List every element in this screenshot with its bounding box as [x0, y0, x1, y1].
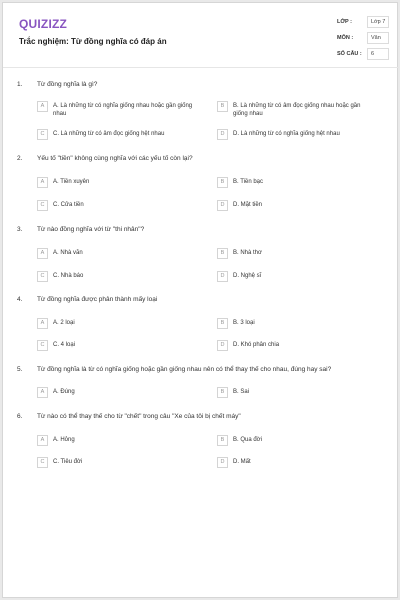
- option-letter: C: [37, 340, 48, 351]
- worksheet-header: [17, 15, 387, 65]
- option-text: B. Là những từ có âm đọc giống nhau hoặc gần giống nhau: [233, 103, 361, 117]
- meta-row-count: [337, 47, 397, 63]
- meta-label: MÔN :: [337, 35, 354, 41]
- question-number: 2.: [17, 155, 23, 162]
- option-letter: B: [217, 387, 228, 398]
- option-letter: D: [217, 457, 228, 468]
- option-letter: A: [37, 177, 48, 188]
- option-text: C. Là những từ có âm đọc giống hệt nhau: [53, 131, 165, 137]
- question-number: 3.: [17, 226, 23, 233]
- option-text: C. Tiêu đời: [53, 459, 83, 465]
- meta-row-class: [337, 15, 397, 31]
- question-number: 4.: [17, 296, 23, 303]
- option-text: D. Mặt tiền: [233, 202, 263, 208]
- option-letter: A: [37, 318, 48, 329]
- option-letter: B: [217, 101, 228, 112]
- option-letter: C: [37, 200, 48, 211]
- option-letter: C: [37, 129, 48, 140]
- option-text: A. Tiền xuyên: [53, 179, 90, 185]
- quizizz-logo: QUIZIZZ: [19, 17, 68, 31]
- meta-label: LỚP :: [337, 19, 352, 25]
- question-count-field[interactable]: 6: [367, 48, 389, 60]
- option-letter: D: [217, 271, 228, 282]
- option-text: C. 4 loại: [53, 342, 76, 348]
- meta-label: SỐ CÂU :: [337, 51, 362, 57]
- question-number: 1.: [17, 81, 23, 88]
- option-letter: D: [217, 340, 228, 351]
- option-letter: B: [217, 318, 228, 329]
- option-text: D. Là những từ có nghĩa giống hệt nhau: [233, 131, 340, 137]
- option-letter: B: [217, 435, 228, 446]
- option-letter: A: [37, 435, 48, 446]
- option-letter: D: [217, 129, 228, 140]
- option-letter: A: [37, 387, 48, 398]
- question-text: Yếu tố "tiền" không cùng nghĩa với các yếu tố còn lại?: [37, 155, 193, 162]
- option-letter: B: [217, 248, 228, 259]
- option-letter: B: [217, 177, 228, 188]
- option-text: B. 3 loại: [233, 320, 255, 326]
- option-text: A. Hỏng: [53, 437, 75, 443]
- question-text: Từ đồng nghĩa là gì?: [37, 81, 98, 88]
- option-text: D. Mất: [233, 459, 251, 465]
- question-number: 6.: [17, 413, 23, 420]
- option-text: A. 2 loại: [53, 320, 75, 326]
- subject-field[interactable]: Văn: [367, 32, 389, 44]
- option-text: B. Sai: [233, 389, 250, 395]
- quiz-meta: [337, 15, 397, 63]
- option-letter: D: [217, 200, 228, 211]
- option-text: C. Cửa tiền: [53, 202, 84, 208]
- option-letter: A: [37, 248, 48, 259]
- question-text: Từ đồng nghĩa là từ có nghĩa giống hoặc gần giống nhau nên có thể thay thế cho nhau, đúng hay sai?: [37, 366, 332, 373]
- option-text: C. Nhà báo: [53, 273, 84, 279]
- worksheet-page: [2, 2, 398, 598]
- header-divider: [3, 67, 399, 68]
- option-text: B. Nhà thơ: [233, 250, 262, 256]
- option-text: A. Nhà văn: [53, 250, 83, 256]
- question-text: Từ đồng nghĩa được phân thành mấy loại: [37, 296, 158, 303]
- option-text: D. Nghệ sĩ: [233, 273, 262, 279]
- option-text: A. Là những từ có nghĩa giống nhau hoặc gần giống nhau: [53, 103, 193, 117]
- quiz-title: Trắc nghiệm: Từ đồng nghĩa có đáp án: [19, 37, 167, 46]
- option-letter: A: [37, 101, 48, 112]
- question-text: Từ nào đồng nghĩa với từ "thi nhân"?: [37, 226, 145, 233]
- meta-row-subject: [337, 31, 397, 47]
- option-text: B. Tiền bạc: [233, 179, 264, 185]
- option-text: D. Khó phân chia: [233, 342, 280, 348]
- question-text: Từ nào có thể thay thế cho từ "chết" trong câu "Xe của tôi bị chết máy": [37, 413, 241, 420]
- option-letter: C: [37, 457, 48, 468]
- option-text: B. Qua đời: [233, 437, 262, 443]
- option-letter: C: [37, 271, 48, 282]
- class-field[interactable]: Lớp 7: [367, 16, 389, 28]
- question-number: 5.: [17, 366, 23, 373]
- option-text: A. Đúng: [53, 389, 75, 395]
